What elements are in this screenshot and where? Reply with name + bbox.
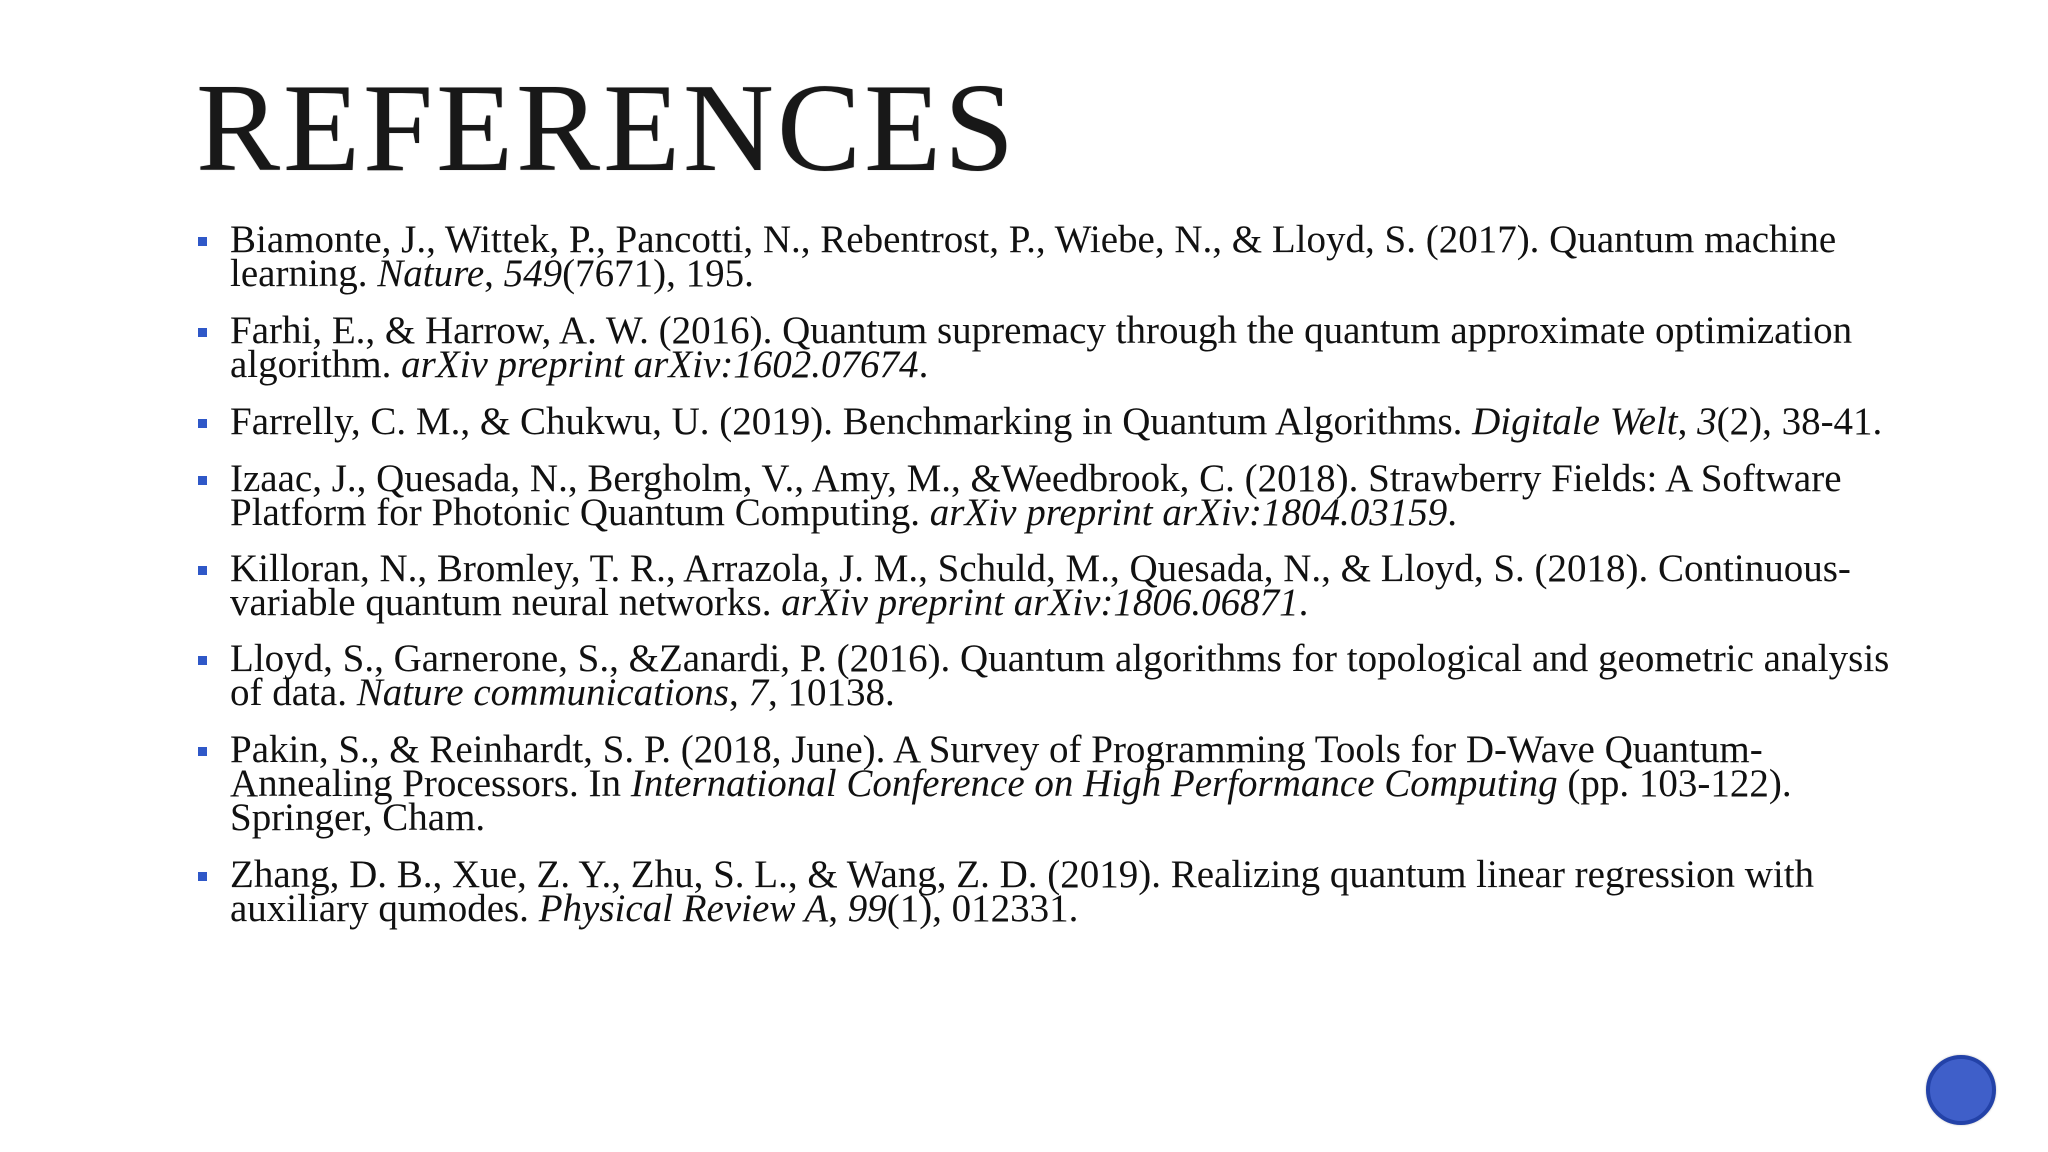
slide-title: REFERENCES (196, 59, 1018, 198)
reference-pages: (7671), 195. (562, 252, 754, 295)
reference-journal: Nature (377, 252, 485, 295)
reference-separator: . (918, 343, 929, 386)
reference-volume: 549 (503, 252, 563, 295)
bullet-icon (198, 566, 207, 575)
reference-item-3 (198, 400, 1898, 443)
reference-separator: . (1298, 581, 1309, 624)
reference-separator: . (1447, 491, 1457, 534)
reference-text: Lloyd, S., Garnerone, S., &Zanardi, P. (2016). Quantum algorithms for topological and geometric analysis of data. (230, 637, 1890, 714)
reference-journal: arXiv preprint arXiv:1804.03159 (929, 491, 1448, 534)
reference-separator: , (728, 671, 749, 714)
bullet-icon (198, 656, 207, 665)
reference-text: Killoran, N., Bromley, T. R., Arrazola, J. M., Schuld, M., Quesada, N., & Lloyd, S. (2018). Continuous-variable quantum neural networks. (230, 547, 1851, 624)
reference-item-5 (198, 547, 1898, 624)
reference-journal: International Conference on High Performance Computing (630, 762, 1558, 805)
reference-volume: 7 (748, 671, 768, 714)
reference-separator: , (828, 887, 848, 930)
reference-text: Izaac, J., Quesada, N., Bergholm, V., Amy, M., &Weedbrook, C. (2018). Strawberry Fields: A Software Platform for Photonic Quantum Computing. (230, 457, 1842, 534)
reference-item-6 (198, 637, 1898, 714)
reference-item-4 (198, 457, 1898, 534)
reference-pages: (1), 012331. (886, 887, 1079, 930)
reference-pages: (2), 38-41. (1716, 400, 1883, 443)
reference-pages: , 10138. (767, 671, 895, 714)
reference-separator: (pp. 103-122). Springer, Cham. (230, 762, 1792, 839)
circle-button[interactable] (1926, 1055, 1996, 1125)
reference-separator: , (1677, 400, 1698, 443)
reference-text: Farhi, E., & Harrow, A. W. (2016). Quantum supremacy through the quantum approximate optimization algorithm. (230, 309, 1853, 386)
bullet-icon (198, 237, 207, 246)
bullet-icon (198, 328, 207, 337)
bullet-icon (198, 419, 207, 428)
references-list (198, 218, 1898, 949)
bullet-icon (198, 476, 207, 485)
reference-item-2 (198, 309, 1898, 386)
reference-item-8 (198, 853, 1898, 930)
reference-text: Farrelly, C. M., & Chukwu, U. (2019). Benchmarking in Quantum Algorithms. (230, 400, 1473, 443)
reference-journal: arXiv preprint arXiv:1806.06871 (781, 581, 1299, 624)
reference-volume: 3 (1697, 400, 1717, 443)
reference-journal: Physical Review A (538, 887, 829, 930)
reference-text: Zhang, D. B., Xue, Z. Y., Zhu, S. L., & Wang, Z. D. (2019). Realizing quantum linear regression with auxiliary qumodes. (230, 853, 1815, 930)
bullet-icon (198, 872, 207, 881)
reference-journal: Digitale Welt (1472, 400, 1678, 443)
reference-item-1 (198, 218, 1898, 295)
reference-separator: , (484, 252, 504, 295)
reference-journal: Nature communications (356, 671, 729, 714)
reference-text: Pakin, S., & Reinhardt, S. P. (2018, June). A Survey of Programming Tools for D-Wave Quantum-Annealing Processors. In (230, 728, 1763, 805)
bullet-icon (198, 747, 207, 756)
reference-item-7 (198, 728, 1898, 839)
reference-journal: arXiv preprint arXiv:1602.07674 (401, 343, 919, 386)
reference-text: Biamonte, J., Wittek, P., Pancotti, N., Rebentrost, P., Wiebe, N., & Lloyd, S. (2017). Quantum machine learning. (230, 218, 1837, 295)
reference-volume: 99 (847, 887, 887, 930)
